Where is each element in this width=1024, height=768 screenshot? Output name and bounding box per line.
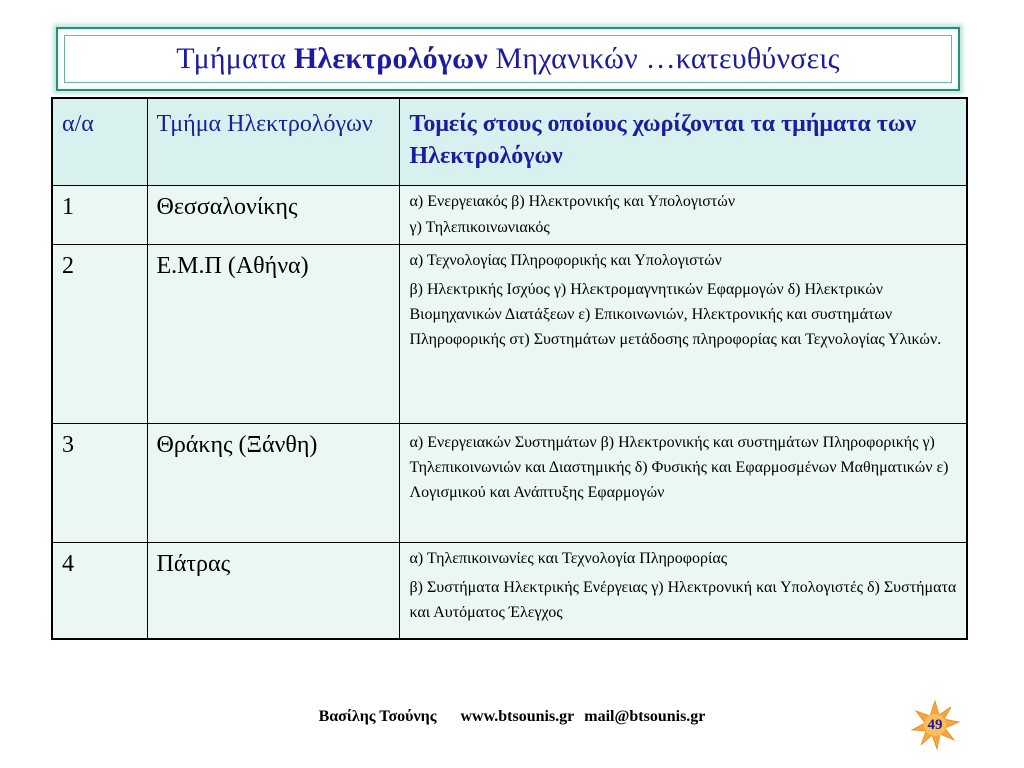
sector-line: β) Συστήματα Ηλεκτρικής Ενέργειας γ) Ηλεκτρονική και Υπολογιστές δ) Συστήματα και Αυτόματος Έλεγχος xyxy=(409,579,957,621)
sector-line: α) Τηλεπικοινωνίες και Τεχνολογία Πληροφορίας xyxy=(409,550,728,567)
sector-line: α) Ενεργειακός β) Ηλεκτρονικής και Υπολογιστών xyxy=(409,193,736,210)
header-sectors: Τομείς στους οποίους χωρίζονται τα τμήματα των Ηλεκτρολόγων xyxy=(399,98,967,186)
table-row xyxy=(52,186,967,245)
footer-website[interactable]: www.btsounis.gr xyxy=(460,708,575,725)
sector-line: γ) Τηλεπικοινωνιακός xyxy=(409,219,550,236)
row-dept: Ε.Μ.Π (Αθήνα) xyxy=(147,245,399,424)
row-num: 3 xyxy=(52,424,147,543)
header-num: α/α xyxy=(52,98,147,186)
departments-table xyxy=(51,97,968,640)
footer xyxy=(0,708,1024,726)
sector-line: α) Τεχνολογίας Πληροφορικής και Υπολογιστών xyxy=(409,252,722,269)
title-frame xyxy=(56,27,960,91)
row-sectors xyxy=(399,543,967,639)
table-row xyxy=(52,543,967,639)
page-number: 49 xyxy=(927,716,943,733)
footer-email[interactable]: mail@btsounis.gr xyxy=(584,708,706,725)
row-dept: Θράκης (Ξάνθη) xyxy=(147,424,399,543)
sector-line: β) Ηλεκτρικής Ισχύος γ) Ηλεκτρομαγνητικών Εφαρμογών δ) Ηλεκτρικών Βιομηχανικών Διατάξεων ε) Επικοινωνιών, Ηλεκτρονικής και συστημάτων Πληροφορικής στ) Συστημάτων μετάδοσης πληροφορίας και Τεχνολογίας Υλικών. xyxy=(409,281,942,348)
table-row xyxy=(52,245,967,424)
header-dept: Τμήμα Ηλεκτρολόγων xyxy=(147,98,399,186)
slide-title xyxy=(176,42,840,76)
row-dept: Πάτρας xyxy=(147,543,399,639)
table-row xyxy=(52,424,967,543)
title-inner-border xyxy=(64,35,952,83)
row-sectors xyxy=(399,424,967,543)
row-num: 4 xyxy=(52,543,147,639)
row-sectors xyxy=(399,186,967,245)
row-dept: Θεσσαλονίκης xyxy=(147,186,399,245)
table-header-row xyxy=(52,98,967,186)
sector-line: α) Ενεργειακών Συστημάτων β) Ηλεκτρονικής και συστημάτων Πληροφορικής γ) Τηλεπικοινωνιών και Διαστημικής δ) Φυσικής και Εφαρμοσμένων Μαθηματικών ε) Λογισμικού και Ανάπτυξης Εφαρμογών xyxy=(409,434,949,501)
row-num: 1 xyxy=(52,186,147,245)
title-suffix: Μηχανικών …κατευθύνσεις xyxy=(487,42,840,75)
row-sectors xyxy=(399,245,967,424)
row-num: 2 xyxy=(52,245,147,424)
title-prefix: Τμήματα xyxy=(176,42,294,75)
footer-author: Βασίλης Τσούνης xyxy=(318,708,437,725)
title-bold: Ηλεκτρολόγων xyxy=(293,42,488,75)
page-number-badge xyxy=(910,700,960,750)
